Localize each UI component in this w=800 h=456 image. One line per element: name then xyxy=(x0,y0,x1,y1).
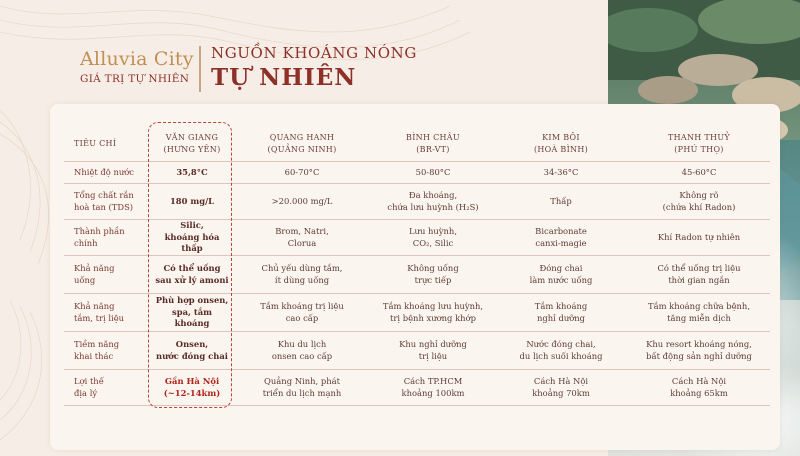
table-cell: Khu du lịch onsen cao cấp xyxy=(271,339,333,361)
highlight-cell: Onsen, nước đóng chai xyxy=(156,339,228,361)
column-header: TIÊU CHÍ xyxy=(74,138,117,148)
table-cell: Có thể uống trị liệu thời gian ngắn xyxy=(657,263,741,285)
column-header: VĂN GIANG (HƯNG YÊN) xyxy=(163,133,221,154)
row-label: Khả năng tắm, trị liệu xyxy=(74,301,125,323)
table-cell: 60-70°C xyxy=(284,166,320,177)
table-cell: Đóng chai làm nước uống xyxy=(529,263,593,285)
column-header: QUANG HANH (QUẢNG NINH) xyxy=(267,133,337,154)
table-cell: 50-80°C xyxy=(415,166,451,177)
table-cell: Đa khoáng, chứa lưu huỳnh (H₂S) xyxy=(387,190,479,212)
table-cell: Cách Hà Nội khoảng 65km xyxy=(670,376,728,398)
table-cell: Khu nghỉ dưỡng trị liệu xyxy=(399,339,467,361)
table-cell: Tắm khoáng chữa bệnh, tăng miễn dịch xyxy=(647,301,750,323)
table-cell: 45-60°C xyxy=(681,166,717,177)
column-header: KIM BÔI (HOÀ BÌNH) xyxy=(533,133,589,154)
table-cell: Brom, Natri, Clorua xyxy=(275,226,329,248)
row-label: Khả năng uống xyxy=(74,263,115,285)
brand-logo xyxy=(80,48,200,85)
table-cell: Chủ yếu dùng tắm, ít dùng uống xyxy=(261,263,343,285)
comparison-table xyxy=(64,126,770,406)
table-cell: >20.000 mg/L xyxy=(271,195,333,206)
row-label: Tiềm năng khai thác xyxy=(74,339,120,361)
highlight-cell: 180 mg/L xyxy=(169,195,215,206)
highlight-cell: Phù hợp onsen, spa, tắm khoáng xyxy=(155,295,229,329)
highlight-cell: Có thể uống sau xử lý amoni xyxy=(155,263,229,285)
brand-tagline: GIÁ TRỊ TỰ NHIÊN xyxy=(80,73,190,85)
column-header: THANH THUỶ (PHÚ THỌ) xyxy=(668,133,730,154)
table-cell: Tắm khoáng trị liệu cao cấp xyxy=(260,301,344,323)
highlight-cell: Silic, khoáng hóa thấp xyxy=(164,220,220,254)
table-cell: Cách Hà Nội khoảng 70km xyxy=(532,376,590,398)
table-cell: Thấp xyxy=(550,195,572,206)
table-cell: Khí Radon tự nhiên xyxy=(657,231,741,242)
highlight-column-frame xyxy=(148,122,232,408)
title-divider xyxy=(199,46,201,92)
highlight-cell: 35,8°C xyxy=(176,166,208,177)
row-label: Nhiệt độ nước xyxy=(74,166,134,177)
table-cell: Bicarbonate canxi-magie xyxy=(535,226,587,248)
row-label: Thành phần chính xyxy=(74,226,125,248)
comparison-grid xyxy=(64,126,770,406)
table-cell: Khu resort khoáng nóng, bất động sản nghỉ dưỡng xyxy=(646,339,752,361)
page-title-line2: TỰ NHIÊN xyxy=(211,64,357,91)
table-cell: 34-36°C xyxy=(543,166,579,177)
row-label: Tổng chất rắn hoà tan (TDS) xyxy=(74,190,134,212)
column-header: BÌNH CHÂU (BR-VT) xyxy=(406,133,460,154)
table-cell: Tắm khoáng lưu huỳnh, trị bệnh xương khớp xyxy=(382,301,484,323)
table-cell: Không uống trực tiếp xyxy=(407,263,459,285)
table-cell: Nước đóng chai, du lịch suối khoáng xyxy=(519,339,603,361)
highlight-cell: Gần Hà Nội (~12-14km) xyxy=(163,376,221,398)
row-label: Lợi thế địa lý xyxy=(74,376,104,398)
table-cell: Quảng Ninh, phát triển du lịch mạnh xyxy=(262,376,342,398)
table-cell: Tắm khoáng nghỉ dưỡng xyxy=(534,301,588,323)
table-cell: Không rõ (chứa khí Radon) xyxy=(662,190,736,212)
table-cell: Lưu huỳnh, CO₂, Silic xyxy=(409,226,457,248)
table-cell: Cách TP.HCM khoảng 100km xyxy=(401,376,465,398)
page-title-line1: NGUỒN KHOÁNG NÓNG xyxy=(211,44,417,62)
brand-name: Alluvia City xyxy=(80,48,194,70)
